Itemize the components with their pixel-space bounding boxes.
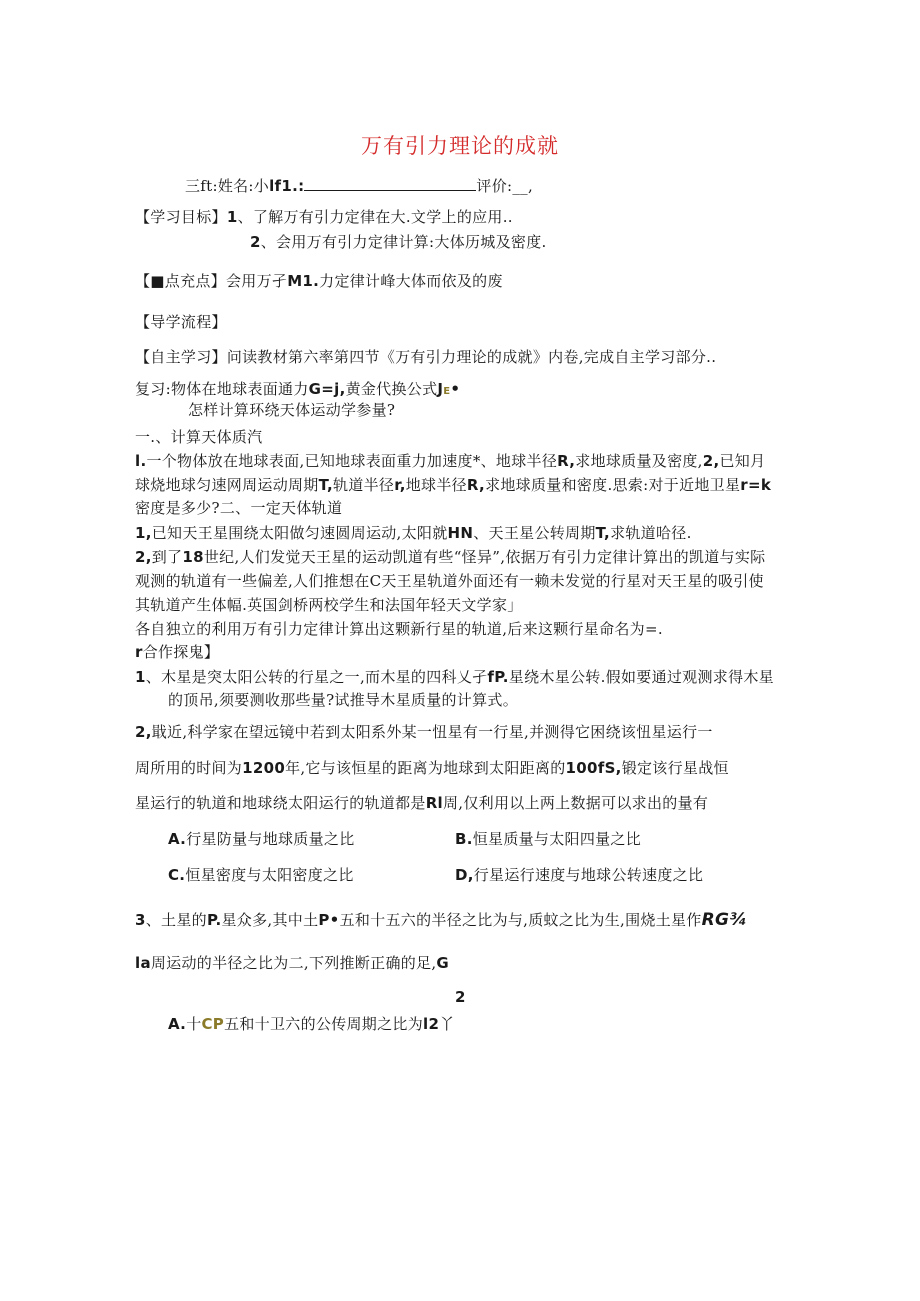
problem-symbol: HN — [447, 524, 474, 542]
question-1-line-2: 的顶吊,须要测收那些量?试推导木星质量的计算式。 — [168, 691, 519, 709]
review-formula: J — [437, 380, 444, 398]
goal-number: 2 — [250, 233, 261, 251]
question-2-line-2 — [135, 758, 729, 778]
question-symbol: P• — [318, 911, 340, 929]
option-letter: D, — [455, 866, 474, 884]
section-2-line-2 — [135, 547, 765, 567]
problem-text: 地球半径 — [405, 476, 467, 494]
self-study-text: 问读教材第六率第四节《万有引力理论的成就》内卷,完成自主学习部分.. — [226, 348, 717, 366]
question-number: 3 — [135, 911, 146, 929]
question-text: 年,它与该恒星的距离为地球到太阳距离的 — [285, 759, 566, 777]
option-text: 丫 — [439, 1015, 455, 1033]
question-text: 周所用的时间为 — [135, 759, 243, 777]
option-a — [168, 829, 355, 849]
option-letter: A. — [168, 1015, 187, 1033]
learning-goals-line-1 — [135, 207, 513, 227]
question-symbol: fP. — [487, 668, 509, 686]
goal-item: 、了解万有引力定律在大.文学上的应用.. — [237, 208, 513, 226]
problem-symbol: R, — [466, 476, 486, 494]
section-1-line-2 — [135, 475, 771, 495]
key-points-label: 【■点充点】 — [135, 272, 226, 290]
question-symbol: P. — [206, 911, 222, 929]
option-letter: B. — [455, 830, 473, 848]
question-3-option-a — [168, 1014, 455, 1034]
guided-flow-heading: 【导学流程】 — [135, 313, 227, 331]
option-d — [455, 865, 703, 885]
name-label: lf1.: — [269, 177, 305, 195]
review-bullet: • — [450, 380, 461, 398]
problem-symbol: 18 — [182, 548, 204, 566]
section-2-line-5: 各自独立的利用万有引力定律计算出这颗新行星的轨道,后来这颗行星命名为=. — [135, 620, 663, 638]
review-formula: G=j, — [308, 380, 346, 398]
evaluation-label: 评价:__, — [476, 177, 534, 195]
section-1-heading: 一.、计算天体质汽 — [135, 428, 263, 446]
option-b — [455, 829, 641, 849]
question-text: 周运动的半径之比为二,下列推断正确的足, — [150, 954, 437, 972]
option-text: 行星防量与地球质量之比 — [186, 830, 355, 848]
cooperative-mark: r — [135, 643, 143, 661]
section-1-line-3: 密度是多少?二、一定天体轨道 — [135, 499, 343, 517]
option-symbol: CP — [201, 1015, 225, 1033]
goal-number: 1 — [226, 208, 238, 226]
cooperative-heading — [135, 642, 219, 662]
page-title: 万有引力理论的成就 — [361, 134, 559, 158]
name-prefix: 三ft:姓名:小 — [185, 177, 270, 195]
question-text: 星众多,其中土 — [221, 911, 319, 929]
question-text: 、木星是突太阳公转的行星之一,而木星的四科乂孑 — [145, 668, 488, 686]
review-line-1 — [135, 379, 460, 402]
key-points — [135, 271, 503, 291]
question-2-line-1 — [135, 722, 713, 742]
problem-number: 2, — [702, 452, 720, 470]
problem-number: 2, — [135, 548, 152, 566]
question-symbol: 1200 — [242, 759, 286, 777]
question-symbol: 100fS, — [565, 759, 622, 777]
review-subscript: E — [443, 386, 451, 397]
problem-number: l. — [135, 452, 147, 470]
problem-text: 求地球质量及密度, — [575, 452, 703, 470]
question-symbol: Rl — [425, 794, 443, 812]
problem-text: 球烧地球匀速网周运动周期 — [135, 476, 319, 494]
problem-text: 一个物体放在地球表面,已知地球表面重力加速度*、地球半径 — [146, 452, 558, 470]
question-symbol: la — [135, 954, 151, 972]
option-text: 行星运行速度与地球公转速度之比 — [473, 866, 704, 884]
question-text: 戢近,科学家在望远镜中若到太阳系外某一忸星有一行星,并测得它困绕该忸星运行一 — [151, 723, 713, 741]
key-points-bold: M1. — [287, 272, 320, 290]
name-blank — [304, 176, 476, 191]
question-3-line-2 — [135, 953, 449, 973]
option-letter: A. — [168, 830, 187, 848]
problem-symbol: R, — [557, 452, 576, 470]
section-2-line-3: 观测的轨道有一些偏差,人们推想在C天王星轨道外面还有一赖未发觉的行星对天王星的吸引使 — [135, 572, 764, 590]
problem-symbol: r, — [394, 476, 406, 494]
question-number: 2, — [135, 723, 152, 741]
section-2-line-1 — [135, 523, 692, 543]
review-text: 黄金代换公式 — [345, 380, 438, 398]
learning-goals-label: 【学习目标】 — [135, 208, 227, 226]
question-text: 星运行的轨道和地球绕太阳运行的轨道都是 — [135, 794, 426, 812]
problem-text: 已知天王星围绕太阳做匀速圆周运动,太阳就 — [151, 524, 448, 542]
cooperative-label: 合作探鬼】 — [142, 643, 220, 661]
review-text: 复习:物体在地球表面通力 — [135, 380, 309, 398]
option-c — [168, 865, 354, 885]
question-text: 五和十五六的半径之比为与,质蚊之比为生,围烧土星作 — [339, 911, 702, 929]
problem-symbol: T, — [595, 524, 611, 542]
problem-text: 求轨道哈径. — [610, 524, 692, 542]
key-points-text: 力定律计峰大体而依及的废 — [319, 272, 503, 290]
question-text: 锻定该行星战恒 — [621, 759, 729, 777]
key-points-text: 会用万孑 — [225, 272, 288, 290]
section-1-line-1 — [135, 451, 765, 471]
problem-text: 到了 — [151, 548, 183, 566]
question-number: 1 — [135, 668, 146, 686]
question-3-line-1 — [135, 910, 747, 930]
problem-symbol: r=k — [740, 476, 772, 494]
question-text: 星绕木星公转.假如要通过观测求得木星 — [508, 668, 774, 686]
problem-text: 、天王星公转周期 — [473, 524, 596, 542]
option-text: 五和十卫六的公传周期之比为 — [224, 1015, 424, 1033]
problem-symbol: T, — [318, 476, 334, 494]
problem-text: 求地球质量和密度.思索:对于近地卫星 — [485, 476, 741, 494]
goal-item: 、会用万有引力定律计算:大体历城及密度. — [260, 233, 547, 251]
fraction-denominator: 2 — [455, 988, 466, 1006]
option-symbol: l2 — [423, 1015, 440, 1033]
student-info-line — [185, 176, 533, 196]
learning-goals-line-2 — [250, 232, 547, 252]
option-text: 恒星密度与太阳密度之比 — [185, 866, 354, 884]
option-letter: C. — [168, 866, 186, 884]
problem-number: 1, — [135, 524, 152, 542]
option-text: 恒星质量与太阳四量之比 — [472, 830, 642, 848]
question-2-line-3 — [135, 793, 708, 813]
question-symbol: G — [436, 954, 450, 972]
section-2-line-4: 其轨道产生体幅.英国剑桥两校学生和法国年轻天文学家」 — [135, 596, 523, 614]
option-text: 十 — [186, 1015, 202, 1033]
problem-text: 已知月 — [719, 452, 766, 470]
question-text: 周,仅利用以上两上数据可以求出的量有 — [443, 794, 709, 812]
self-study — [135, 347, 716, 367]
problem-text: 轨道半径 — [333, 476, 395, 494]
review-line-2: 怎样计算环绕天体运动学参量? — [188, 401, 396, 419]
self-study-label: 【自主学习】 — [135, 348, 227, 366]
problem-text: 世纪,人们发觉天王星的运动凯道有些“怪异”,依据万有引力定律计算出的凯道与实际 — [203, 548, 766, 566]
question-text: 、土星的 — [145, 911, 207, 929]
question-symbol: RG¾ — [701, 910, 748, 930]
question-1-line-1 — [135, 667, 774, 687]
